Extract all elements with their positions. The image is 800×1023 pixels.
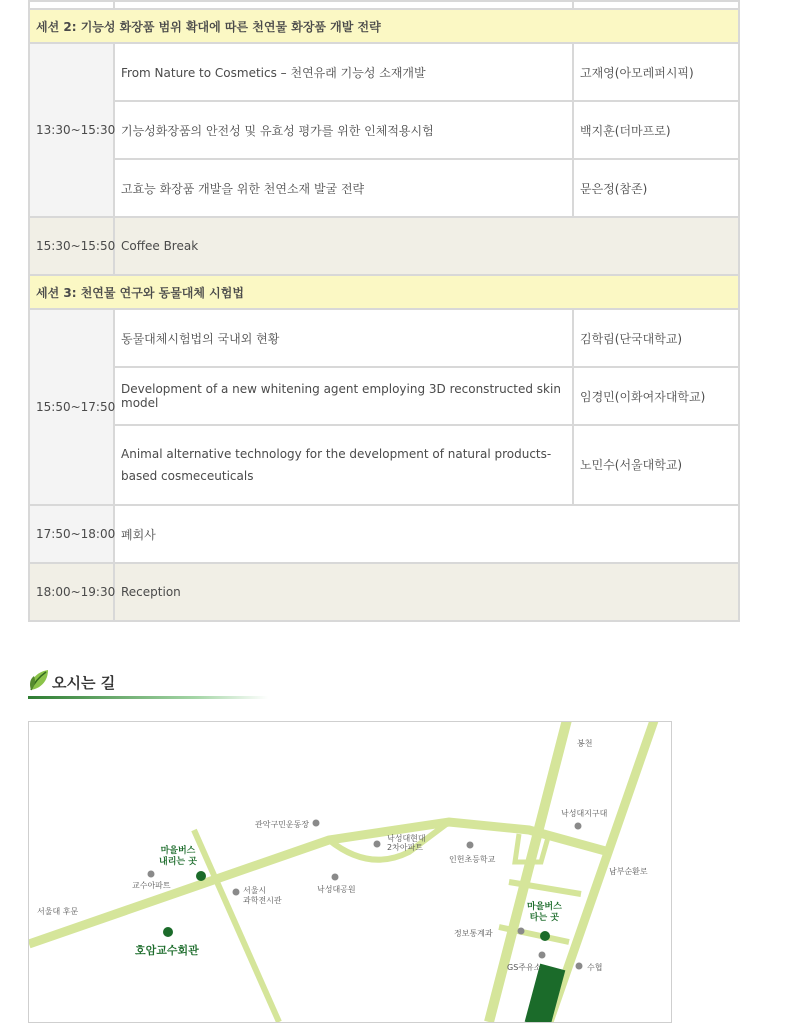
table-row: [29, 159, 739, 217]
talk-title: 고효능 화장품 개발을 위한 천연소재 발굴 전략: [114, 159, 573, 217]
talk-title: Coffee Break: [114, 217, 739, 275]
table-row: [29, 217, 739, 275]
session-header: [29, 9, 739, 43]
map-label-museum: 서울시 과학전시관: [243, 886, 282, 905]
table-row: [29, 505, 739, 563]
talk-title: 기능성화장품의 안전성 및 유효성 평가를 위한 인체적용시험: [114, 101, 573, 159]
map-label-backgate: 서울대 후문: [37, 907, 79, 916]
session-title: 세션 2: 기능성 화장품 범위 확대에 따른 천연물 화장품 개발 전략: [29, 9, 739, 43]
table-row: [29, 563, 739, 621]
map-label-professor-apt: 교수아파트: [132, 881, 171, 890]
talk-title: From Nature to Cosmetics – 천연유래 기능성 소재개발: [114, 43, 573, 101]
speaker: 김학림(단국대학교): [573, 309, 739, 367]
map-label-sports: 관악구민운동장: [255, 820, 310, 829]
map-label-jeongbo: 정보통계과: [454, 929, 493, 938]
speaker: 노민수(서울대학교): [573, 425, 739, 505]
map-label-suhyup: 수협: [587, 963, 603, 972]
map-label-park: 낙성대공원: [317, 885, 356, 894]
map-label-school: 인헌초등학교: [449, 855, 496, 864]
time-cell: 15:30~15:50: [29, 217, 114, 275]
map-roads: [29, 722, 671, 1022]
map-label-bus-drop: 마을버스 내리는 곳: [159, 846, 197, 867]
speaker: 임경민(이화여자대학교): [573, 367, 739, 425]
talk-title: Development of a new whitening agent employing 3D reconstructed skin model: [114, 367, 573, 425]
table-row: [29, 101, 739, 159]
section-title: 오시는 길: [52, 674, 116, 692]
speaker: 고재영(아모레퍼시픽): [573, 43, 739, 101]
talk-title: Reception: [114, 563, 739, 621]
time-cell: 18:00~19:30: [29, 563, 114, 621]
map-label-bus-board: 마을버스 타는 곳: [527, 902, 562, 923]
session-title: 세션 3: 천연물 연구와 동물대체 시험법: [29, 275, 739, 309]
map-label-hoam: 호암교수회관: [135, 944, 199, 957]
leaf-icon: [28, 668, 50, 696]
session-header: [29, 275, 739, 309]
time-cell: 17:50~18:00: [29, 505, 114, 563]
talk-title: 폐회사: [114, 505, 739, 563]
table-row: [29, 367, 739, 425]
map-label-apt: 낙성대현대 2차아파트: [387, 834, 426, 852]
time-cell: 13:30~15:30: [29, 43, 114, 217]
table-row: [29, 1, 739, 9]
talk-title: Animal alternative technology for the development of natural products-based cosmeceuticals: [114, 425, 573, 505]
schedule-table: [28, 0, 740, 622]
time-cell: 15:50~17:50: [29, 309, 114, 505]
speaker: 문은정(참존): [573, 159, 739, 217]
table-row: [29, 43, 739, 101]
directions-heading: [28, 664, 278, 700]
table-row: [29, 309, 739, 367]
talk-title: 동물대체시험법의 국내외 현황: [114, 309, 573, 367]
location-map: [28, 721, 672, 1023]
map-label-police: 낙성대지구대: [561, 809, 608, 818]
table-row: [29, 425, 739, 505]
map-label-gs: GS주유소: [507, 963, 542, 972]
schedule-section: [28, 0, 738, 622]
title-underline: [28, 696, 268, 699]
speaker: 백지훈(더마프로): [573, 101, 739, 159]
map-label-bongcheon: 봉천: [577, 739, 593, 748]
map-label-ring-road: 남부순환로: [609, 867, 648, 876]
